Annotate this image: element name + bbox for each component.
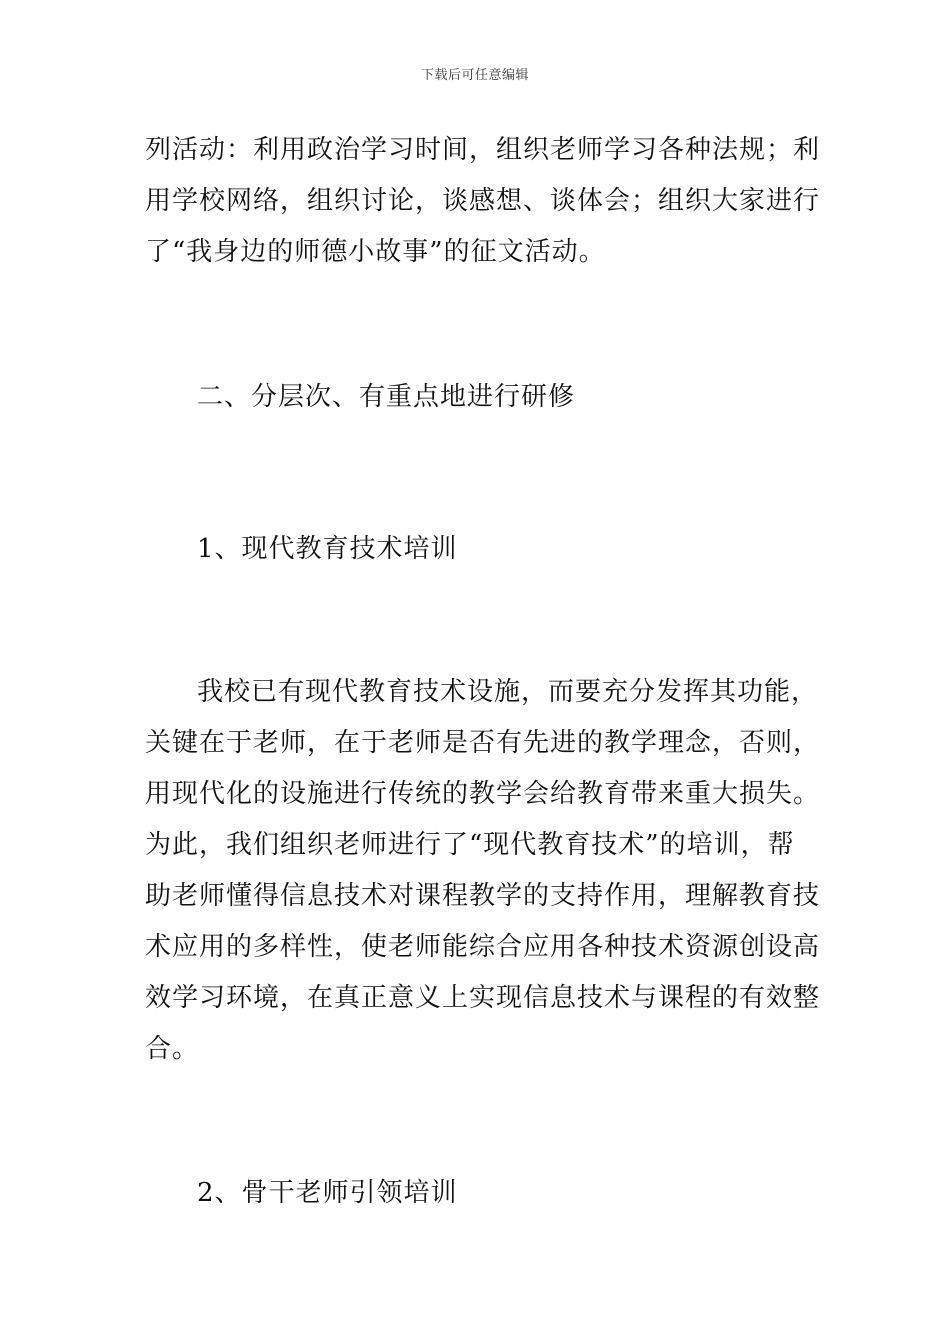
paragraph-line: 为此，我们组织老师进行了“现代教育技术”的培训，帮 bbox=[145, 830, 795, 860]
paragraph-line: 效学习环境，在真正意义上实现信息技术与课程的有效整 bbox=[145, 983, 821, 1013]
page-header: 下载后可任意编辑 bbox=[420, 68, 529, 83]
paragraph-line: 用现代化的设施进行传统的教学会给教育带来重大损失。 bbox=[145, 779, 821, 809]
intro-paragraph bbox=[145, 125, 821, 278]
section-heading: 二、分层次、有重点地进行研修 bbox=[197, 382, 576, 412]
paragraph-line: 合。 bbox=[145, 1034, 200, 1064]
subsection-1-paragraph bbox=[145, 667, 821, 1075]
paragraph-line: 术应用的多样性，使老师能综合应用各种技术资源创设高 bbox=[145, 932, 821, 962]
paragraph-line: 列活动：利用政治学习时间，组织老师学习各种法规；利 bbox=[145, 135, 821, 165]
subsection-heading-2: 2、骨干老师引领培训 bbox=[197, 1178, 458, 1208]
subsection-heading-1: 1、现代教育技术培训 bbox=[197, 534, 458, 564]
paragraph-line: 助老师懂得信息技术对课程教学的支持作用，理解教育技 bbox=[145, 881, 821, 911]
paragraph-line: 关键在于老师，在于老师是否有先进的教学理念，否则， bbox=[145, 728, 821, 758]
paragraph-line: 了“我身边的师德小故事”的征文活动。 bbox=[145, 237, 606, 267]
paragraph-line: 用学校网络，组织讨论，谈感想、谈体会；组织大家进行 bbox=[145, 186, 821, 216]
paragraph-line: 我校已有现代教育技术设施，而要充分发挥其功能， bbox=[197, 677, 819, 707]
